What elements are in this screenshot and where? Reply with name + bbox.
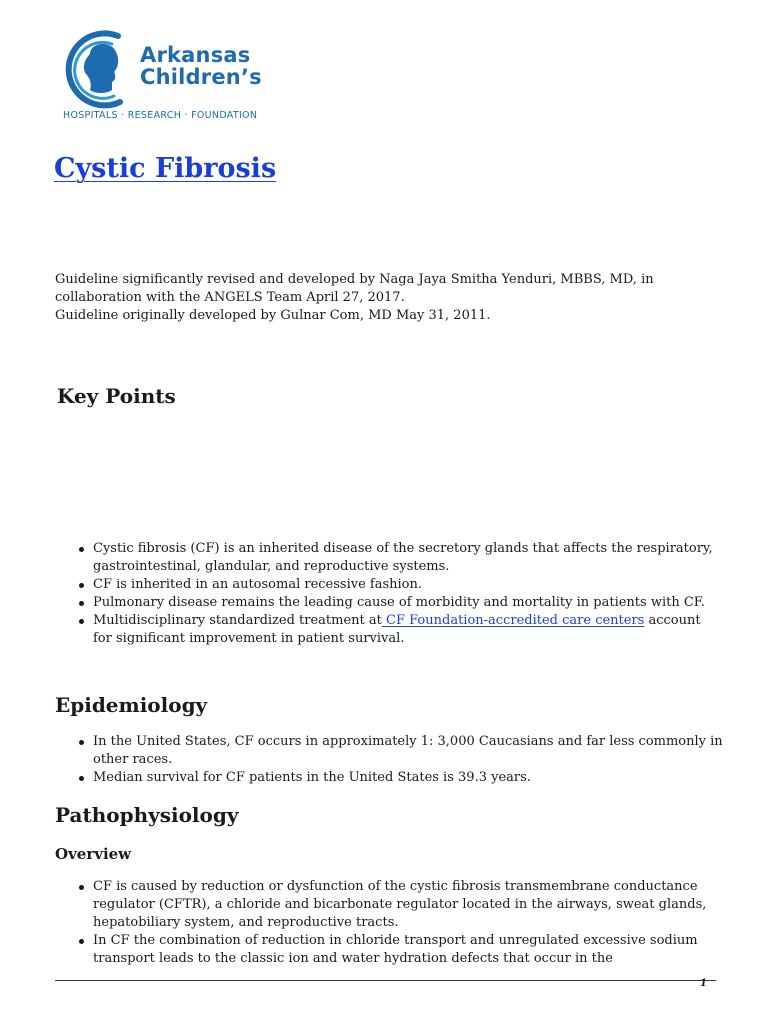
- epidemiology-list: [55, 733, 723, 787]
- list-item: CF is inherited in an autosomal recessive fashion.: [55, 576, 723, 594]
- credits-line: collaboration with the ANGELS Team April 27, 2017.: [55, 290, 405, 305]
- overview-subheading: Overview: [55, 845, 132, 863]
- logo-wordmark-line2: Children’s: [140, 65, 262, 89]
- list-item: In the United States, CF occurs in approximately 1: 3,000 Caucasians and far less commonly in other races.: [55, 733, 723, 769]
- list-item: Pulmonary disease remains the leading cause of morbidity and mortality in patients with CF.: [55, 594, 723, 612]
- overview-list: [55, 878, 723, 968]
- footer-divider: [55, 980, 716, 981]
- arkansas-childrens-logo: [60, 24, 275, 124]
- page-title[interactable]: Cystic Fibrosis: [54, 153, 277, 184]
- guideline-credits: [55, 271, 715, 325]
- logo-tagline: HOSPITALS · RESEARCH · FOUNDATION: [63, 110, 258, 121]
- pathophysiology-heading: Pathophysiology: [55, 803, 239, 827]
- logo-emblem-icon: [60, 24, 140, 114]
- list-item-text: Multidisciplinary standardized treatment at: [93, 613, 382, 628]
- logo-wordmark-line1: Arkansas: [140, 43, 251, 67]
- list-item: In CF the combination of reduction in chloride transport and unregulated excessive sodium transport leads to the classic ion and water hydration defects that occur in the: [55, 932, 723, 968]
- page-number: 1: [700, 978, 707, 989]
- epidemiology-heading: Epidemiology: [55, 693, 208, 717]
- cf-care-centers-link[interactable]: CF Foundation-accredited care centers: [381, 613, 645, 628]
- list-item-text: account for significant improvement in patient survival.: [93, 613, 701, 646]
- list-item: Cystic fibrosis (CF) is an inherited disease of the secretory glands that affects the respiratory, gastrointestinal, glandular, and reproductive systems.: [55, 540, 723, 576]
- credits-line: Guideline originally developed by Gulnar Com, MD May 31, 2011.: [55, 308, 491, 323]
- list-item: CF is caused by reduction or dysfunction of the cystic fibrosis transmembrane conductance regulator (CFTR), a chloride and bicarbonate regulator located in the airways, sweat glands, hepatobiliary system, and reproductive tracts.: [55, 878, 723, 932]
- list-item: Median survival for CF patients in the United States is 39.3 years.: [55, 769, 723, 787]
- key-points-heading: Key Points: [57, 384, 176, 408]
- credits-line: Guideline significantly revised and developed by Naga Jaya Smitha Yenduri, MBBS, MD, in: [55, 272, 654, 287]
- key-points-list: [55, 540, 723, 648]
- list-item: [55, 612, 723, 648]
